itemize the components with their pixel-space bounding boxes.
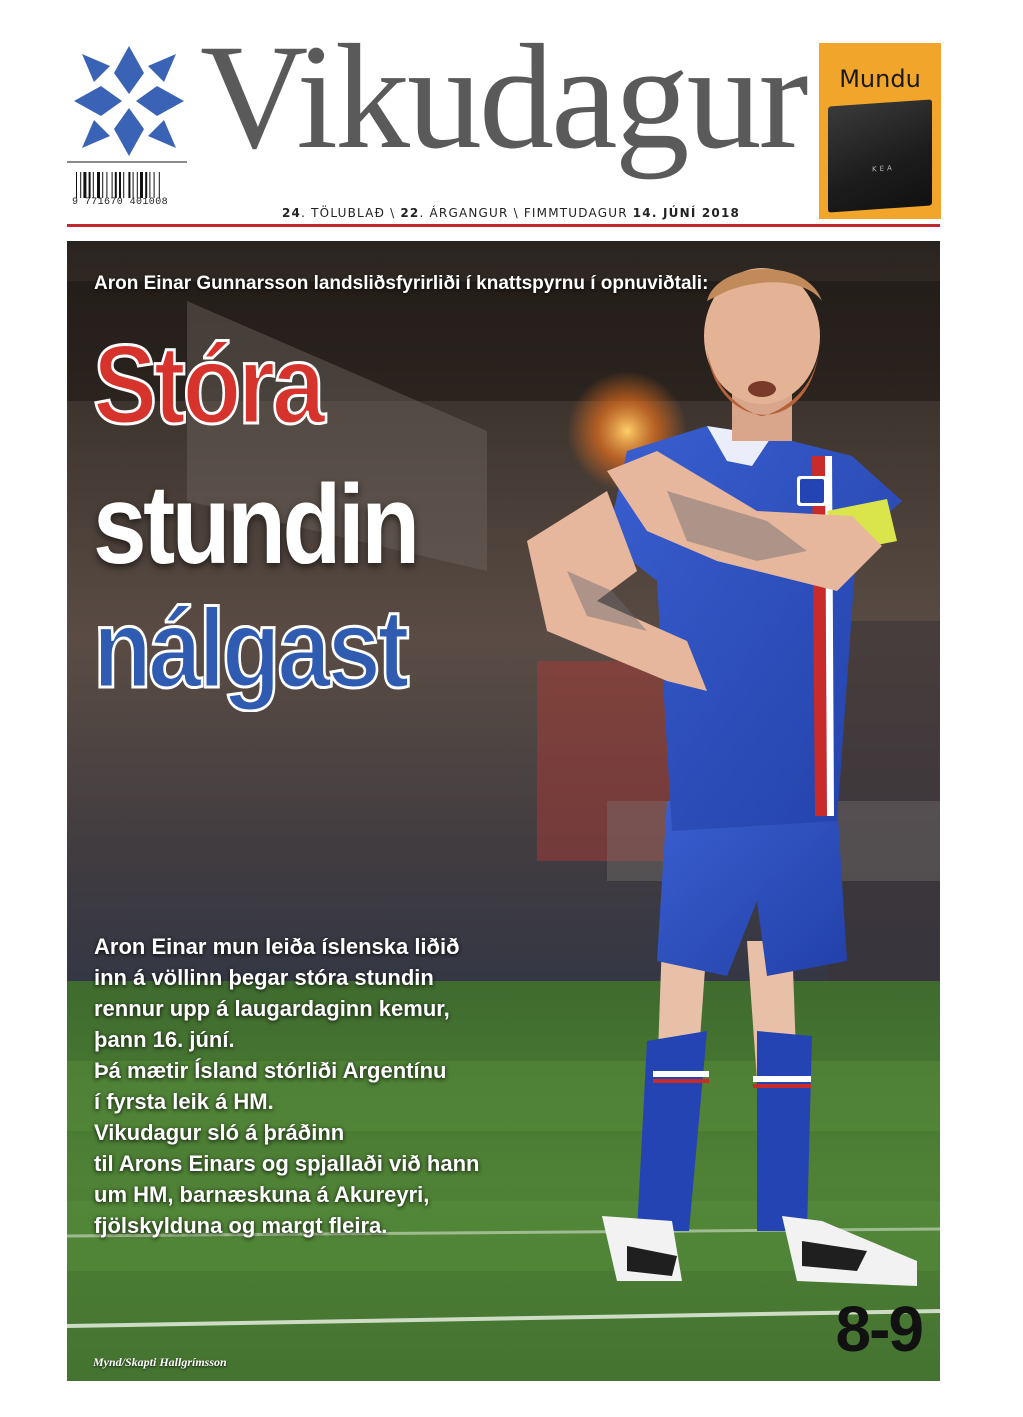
body-line: um HM, barnæskuna á Akureyri, <box>94 1182 430 1207</box>
cover-kicker: Aron Einar Gunnarsson landsliðsfyrirliði í knattspyrnu í opnuviðtali: <box>94 273 709 294</box>
barcode-bar <box>133 172 134 198</box>
issue-line <box>282 206 740 220</box>
barcode-bar <box>80 172 81 198</box>
barcode-bar <box>83 172 86 198</box>
headline-line-1: Stóra <box>93 322 323 447</box>
barcode-bar <box>137 172 138 198</box>
barcode-bar <box>123 172 124 198</box>
body-line: Vikudagur sló á þráðinn <box>94 1120 345 1145</box>
body-line: til Arons Einars og spjallaði við hann <box>94 1151 480 1176</box>
page-reference[interactable]: 8-9 <box>835 1293 922 1365</box>
barcode <box>72 172 190 208</box>
cover-body-text <box>94 931 614 1241</box>
body-line: rennur upp á laugardaginn kemur, <box>94 996 450 1021</box>
barcode-bar <box>76 172 77 198</box>
barcode-bar <box>112 172 113 198</box>
headline-line-3: nálgast <box>93 586 407 711</box>
barcode-number: 9 771670 401008 <box>72 197 169 208</box>
volume-label: . ÁRGANGUR \ FIMMTUDAGUR <box>419 206 633 220</box>
barcode-bar <box>106 172 107 198</box>
issue-date: 14. JÚNÍ 2018 <box>632 206 741 220</box>
barcode-bars <box>76 172 186 198</box>
body-line: Aron Einar mun leiða íslenska liðið <box>94 934 460 959</box>
body-line: Þá mætir Ísland stórliði Argentínu <box>94 1058 447 1083</box>
barcode-bar <box>128 172 130 198</box>
barcode-bar <box>149 172 150 198</box>
body-line: inn á völlinn þegar stóra stundin <box>94 965 434 990</box>
barcode-bar <box>102 172 103 198</box>
cover-photo <box>67 241 940 1381</box>
barcode-bar <box>93 172 94 198</box>
logo-star-icon <box>72 44 186 158</box>
barcode-bar <box>89 172 91 198</box>
masthead-rule <box>67 224 940 227</box>
ad-label: Mundu <box>839 65 921 93</box>
logo-divider <box>67 161 187 163</box>
photo-credit: Mynd/Skapti Hallgrímsson <box>93 1355 227 1369</box>
barcode-bar <box>145 172 147 198</box>
card-image <box>828 99 932 212</box>
issue-label: . TÖLUBLAÐ \ <box>301 206 401 220</box>
card-brand: KEA <box>872 163 895 174</box>
volume-number: 22 <box>400 206 420 220</box>
body-line: í fyrsta leik á HM. <box>94 1089 274 1114</box>
body-line: þann 16. júní. <box>94 1027 235 1052</box>
barcode-bar <box>115 172 117 198</box>
barcode-bar <box>154 172 155 198</box>
ad-box[interactable] <box>819 43 941 219</box>
headline-line-2: stundin <box>93 462 417 587</box>
barcode-bar <box>97 172 100 198</box>
masthead-title: Vikudagur <box>200 14 806 180</box>
barcode-bar <box>140 172 143 198</box>
body-line: fjölskylduna og margt fleira. <box>94 1213 388 1238</box>
barcode-bar <box>119 172 121 198</box>
barcode-bar <box>159 172 160 198</box>
issue-number: 24 <box>282 206 302 220</box>
